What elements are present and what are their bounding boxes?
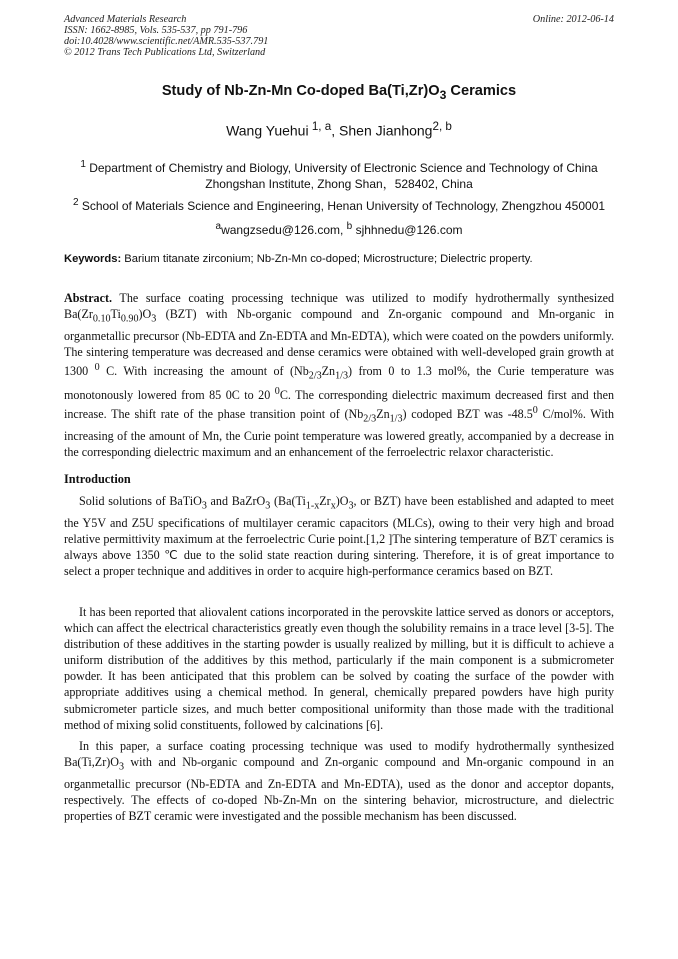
email-line — [0, 219, 678, 238]
abstract-text: Zn — [321, 363, 336, 378]
abstract-sup: 0 — [274, 386, 280, 398]
abstract-text: C/mol%. With increasing of the amount of Mn, the Curie point temperature was lowered greatly, accompanied by a decrease in the corresponding dielectric maximum and an enhancement of the ferroelectric relaxor characteristic. — [64, 407, 614, 460]
aff-2-sup: 2 — [72, 197, 79, 208]
intro-paragraph-2 — [64, 604, 614, 733]
abstract-text: Ti — [110, 307, 121, 322]
body-text: (Ba(Ti — [270, 494, 306, 508]
abstract-sub: 1/3 — [335, 370, 348, 382]
email-b: sjhhnedu@126.com — [352, 223, 463, 237]
intro-paragraph-3 — [64, 738, 614, 824]
affiliation-2 — [0, 195, 678, 214]
author-1: Wang Yuehui — [226, 122, 309, 139]
intro-paragraph-1 — [64, 493, 614, 579]
body-text: It has been reported that aliovalent cations incorporated in the perovskite lattice served as donors or acceptors, which can affect the electrical characteristics greatly even though the solubility remains in a trace level [3-5]. The distribution of these additives in the starting powder is usually realized by milling, but it is difficult to achieve a uniform distribution of the additives by this method, particularly if the main component is a submicrometer powder. It has been anticipated that this problem can be solved by coating the surface of the powder with appropriate additives using a chemical method. In general, chemically prepared powders have high purity submicrometer particle sizes, and much better compositional uniformity than those made with the traditional method of mixing solid constituents, followed by calcinations [6]. — [64, 605, 614, 732]
abstract-text: ) codoped BZT was -48.5 — [402, 407, 533, 422]
abstract — [64, 290, 614, 460]
abstract-sub: 2/3 — [363, 413, 377, 425]
body-text: Solid solutions of BaTiO — [79, 494, 202, 508]
author-separator: , — [331, 122, 340, 139]
issn-line: ISSN: 1662-8985, Vols. 535-537, pp 791-796 — [64, 25, 248, 36]
abstract-text: C. The corresponding dielectric maximum decreased first and then increase. The shift rate of the phase transition point of (Nb — [64, 388, 614, 422]
body-sub: 3 — [118, 761, 125, 773]
aff-1-line-2: Zhongshan Institute, Zhong Shan，528402, China — [205, 177, 473, 191]
author-1-sup: 1, a — [308, 120, 332, 133]
journal-name: Advanced Materials Research — [64, 14, 187, 25]
online-date: Online: 2012-06-14 — [532, 14, 614, 25]
body-sub: 1-x — [305, 500, 320, 512]
journal-header — [64, 14, 268, 58]
keywords-text: Barium titanate zirconium; Nb-Zn-Mn co-doped; Microstructure; Dielectric property. — [121, 253, 533, 265]
email-a: wangzsedu@126.com, — [221, 223, 347, 237]
title-text-end: Ceramics — [446, 83, 517, 99]
copyright-line: © 2012 Trans Tech Publications Ltd, Switzerland — [64, 47, 266, 58]
aff-1-sup: 1 — [80, 159, 86, 170]
body-sub: 3 — [265, 500, 271, 512]
body-sub: x — [330, 500, 336, 512]
paper-title — [0, 83, 678, 102]
abstract-label: Abstract. — [64, 291, 113, 305]
abstract-sub: 1/3 — [389, 413, 403, 425]
body-text: with and Nb-organic compound and Zn-organic compound and Mn-organic compound in an organmetallic precursor (Nb-EDTA and Zn-EDTA and Mn-EDTA), used as the donor and acceptor dopants, respectively. The effects of co-doped Nb-Zn-Mn on the sintering behavior, microstructure, and dielectric properties of BZT ceramic were investigated and the possible mechanism has been discussed. — [64, 755, 614, 823]
author-2: Shen Jianhong — [339, 122, 433, 139]
keywords-label: Keywords: — [64, 253, 122, 265]
abstract-text: Zn — [376, 407, 390, 422]
abstract-sub: 0.10 — [92, 313, 111, 325]
author-line — [0, 120, 678, 139]
title-subscript: 3 — [439, 87, 447, 102]
abstract-sup: 0 — [94, 361, 100, 373]
body-sub: 3 — [348, 500, 354, 512]
section-heading-introduction: Introduction — [64, 472, 131, 486]
body-text: )O — [335, 494, 349, 508]
abstract-text: )O — [138, 307, 152, 322]
body-text: Zr — [319, 494, 331, 508]
affiliation-1 — [0, 157, 678, 192]
body-sub: 3 — [201, 500, 207, 512]
email-a-sup: a — [215, 221, 222, 232]
body-text: , or BZT) have been established and adapted to meet the Y5V and Z5U specifications of multilayer ceramic capacitors (MLCs), owing to their very high and broad relative permittivity maximum at the ferroelectric Curie point.[1,2 ]The sintering temperature of BZT ceramics is always above 1350 ℃ due to the solid state reaction during sintering. Therefore, it is of great importance to select a proper technique and additives in order to acquire high-performance ceramics based on BZT. — [64, 494, 614, 578]
abstract-sub: 3 — [151, 313, 157, 325]
aff-1-line-1: Department of Chemistry and Biology, University of Electronic Science and Technology of China — [85, 161, 598, 175]
abstract-sub: 0.90 — [120, 313, 139, 325]
email-b-sup: b — [346, 221, 353, 232]
title-text: Study of Nb-Zn-Mn Co-doped Ba(Ti,Zr)O — [161, 83, 440, 99]
abstract-text: ) from 0 to 1.3 mol%, the Curie temperature was monotonously lowered from 85 0C to 20 — [64, 363, 614, 403]
abstract-sub: 2/3 — [308, 370, 322, 382]
body-text: and BaZrO — [206, 494, 266, 508]
keywords — [64, 253, 624, 265]
aff-2-text: School of Materials Science and Engineering, Henan University of Technology, Zhengzhou 450001 — [78, 199, 606, 213]
doi-line: doi:10.4028/www.scientific.net/AMR.535-537.791 — [64, 36, 269, 47]
abstract-text: (BZT) with Nb-organic compound and Zn-organic compound and Mn-organic in organmetallic precursor (Nb-EDTA and Zn-EDTA and Mn-EDTA), which were coated on the powders uniformly. The sintering temperature was decreased and dense ceramics were obtained with well-developed grain growth at 1300 — [64, 307, 614, 378]
author-2-sup: 2, b — [432, 120, 452, 133]
abstract-text: C. With increasing the amount of (Nb — [99, 363, 309, 378]
abstract-text: The surface coating processing technique was utilized to modify hydrothermally synthesized Ba(Zr — [64, 291, 614, 322]
abstract-sup: 0 — [532, 405, 538, 417]
body-text: In this paper, a surface coating processing technique was used to modify hydrothermally synthesized Ba(Ti,Zr)O — [64, 739, 614, 770]
